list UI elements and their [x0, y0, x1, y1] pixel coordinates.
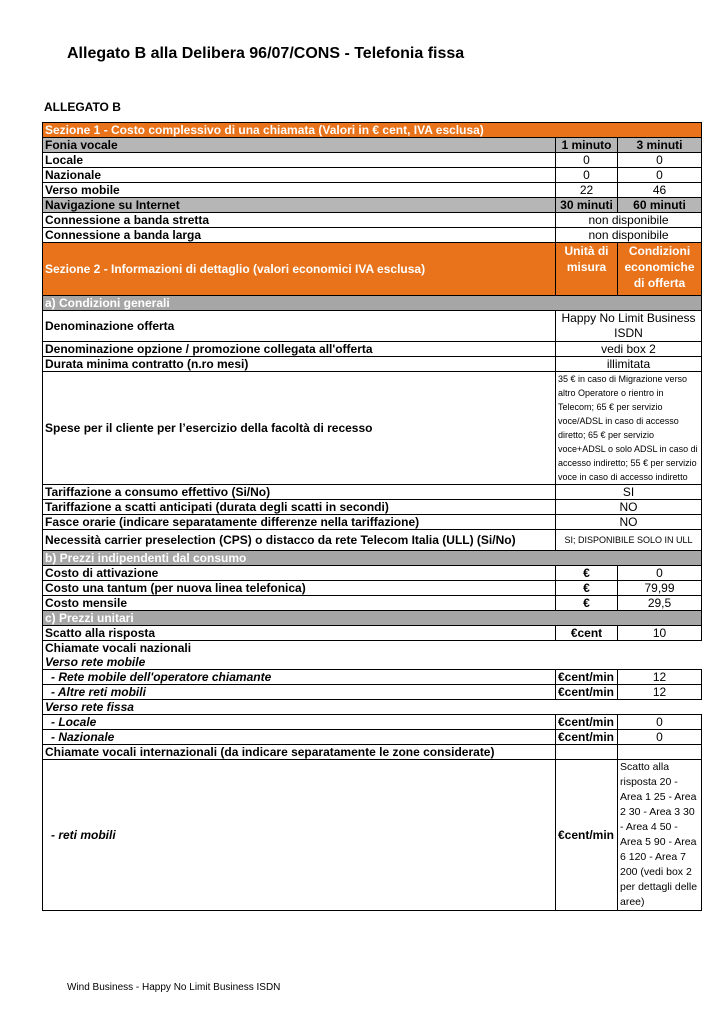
durata-value: illimitata [556, 357, 702, 372]
banda-stretta-value: non disponibile [556, 213, 702, 228]
row-value-1: 0 [556, 168, 618, 183]
recesso-value: 35 € in caso di Migrazione verso altro Operatore o rientro in Telecom; 65 € per servizio voce/ADSL in caso di accesso diretto; 65 € per servizio voce+ADSL o solo ADSL in caso di accesso indiretto; 55 € per servizio voce in caso di accesso indiretto [556, 372, 702, 485]
table-row [43, 153, 702, 168]
fonia-label: Fonia vocale [43, 138, 556, 153]
navigazione-col2: 60 minuti [618, 198, 702, 213]
table-row [43, 357, 702, 372]
banda-stretta-label: Connessione a banda stretta [43, 213, 556, 228]
mensile-value: 29,5 [618, 596, 702, 611]
condizioni-generali-row [43, 296, 702, 311]
table-row [43, 342, 702, 357]
una-tantum-unit: € [556, 581, 618, 596]
locale-value: 0 [618, 715, 702, 730]
recesso-label: Spese per il cliente per l’esercizio della facoltà di recesso [43, 372, 556, 485]
prezzi-indipendenti-row [43, 551, 702, 566]
tariffazione-consumo-label: Tariffazione a consumo effettivo (Si/No) [43, 485, 556, 500]
navigazione-col1: 30 minuti [556, 198, 618, 213]
nazionali-label: Chiamate vocali nazionali [43, 641, 556, 656]
nazionale-value: 0 [618, 730, 702, 745]
table-row [43, 485, 702, 500]
mensile-unit: € [556, 596, 618, 611]
table-row [43, 670, 702, 685]
scatto-unit: €cent [556, 626, 618, 641]
row-label: Locale [43, 153, 556, 168]
reti-mobili-unit: €cent/min [556, 760, 618, 911]
table-row [43, 655, 702, 670]
cps-value: SI; DISPONIBILE SOLO IN ULL [556, 530, 702, 551]
table-row [43, 581, 702, 596]
prezzi-indipendenti-header: b) Prezzi indipendenti dal consumo [43, 551, 702, 566]
durata-label: Durata minima contratto (n.ro mesi) [43, 357, 556, 372]
banda-larga-value: non disponibile [556, 228, 702, 243]
scatto-label: Scatto alla risposta [43, 626, 556, 641]
fonia-col2: 3 minuti [618, 138, 702, 153]
table-row [43, 745, 702, 760]
scatto-value: 10 [618, 626, 702, 641]
denominazione-label: Denominazione offerta [43, 311, 556, 342]
tariffazione-consumo-value: SI [556, 485, 702, 500]
banda-larga-label: Connessione a banda larga [43, 228, 556, 243]
fonia-col1: 1 minuto [556, 138, 618, 153]
row-value-2: 46 [618, 183, 702, 198]
table-row [43, 311, 702, 342]
nazionale-label: - Nazionale [43, 730, 556, 745]
table-row [43, 500, 702, 515]
row-value-1: 22 [556, 183, 618, 198]
row-value-1: 0 [556, 153, 618, 168]
table-row [43, 760, 702, 911]
attivazione-unit: € [556, 566, 618, 581]
tariffazione-scatti-value: NO [556, 500, 702, 515]
tariffazione-scatti-label: Tariffazione a scatti anticipati (durata degli scatti in secondi) [43, 500, 556, 515]
table-row [43, 596, 702, 611]
attivazione-label: Costo di attivazione [43, 566, 556, 581]
table-row [43, 372, 702, 485]
condizioni-header: Condizioni economiche di offerta [618, 243, 702, 296]
table-row [43, 213, 702, 228]
opzione-label: Denominazione opzione / promozione collegata all'offerta [43, 342, 556, 357]
locale-unit: €cent/min [556, 715, 618, 730]
table-row [43, 685, 702, 700]
fonia-header-row [43, 138, 702, 153]
rete-operatore-label: - Rete mobile dell'operatore chiamante [43, 670, 556, 685]
reti-mobili-label: - reti mobili [43, 760, 556, 911]
condizioni-generali-header: a) Condizioni generali [43, 296, 702, 311]
table-row [43, 168, 702, 183]
nazionale-unit: €cent/min [556, 730, 618, 745]
section2-header: Sezione 2 - Informazioni di dettaglio (valori economici IVA esclusa) [43, 243, 556, 296]
una-tantum-label: Costo una tantum (per nuova linea telefonica) [43, 581, 556, 596]
table-row [43, 183, 702, 198]
locale-label: - Locale [43, 715, 556, 730]
reti-mobili-value: Scatto alla risposta 20 - Area 1 25 - Area 2 30 - Area 3 30 - Area 4 50 - Area 5 90 - Area 6 120 - Area 7 200 (vedi box 2 per dettagli delle aree) [618, 760, 702, 911]
footer: Wind Business - Happy No Limit Business ISDN [67, 982, 281, 993]
una-tantum-value: 79,99 [618, 581, 702, 596]
table-row [43, 730, 702, 745]
denominazione-value: Happy No Limit Business ISDN [556, 311, 702, 342]
internazionali-label: Chiamate vocali internazionali (da indicare separatamente le zone considerate) [43, 745, 556, 760]
navigazione-label: Navigazione su Internet [43, 198, 556, 213]
attivazione-value: 0 [618, 566, 702, 581]
navigazione-header-row [43, 198, 702, 213]
table-row [43, 566, 702, 581]
fasce-value: NO [556, 515, 702, 530]
prezzi-unitari-row [43, 611, 702, 626]
mensile-label: Costo mensile [43, 596, 556, 611]
table-row [43, 715, 702, 730]
opzione-value: vedi box 2 [556, 342, 702, 357]
section2-header-row [43, 243, 702, 296]
rete-operatore-unit: €cent/min [556, 670, 618, 685]
altre-reti-value: 12 [618, 685, 702, 700]
table-row [43, 626, 702, 641]
row-label: Nazionale [43, 168, 556, 183]
section1-header: Sezione 1 - Costo complessivo di una chiamata (Valori in € cent, IVA esclusa) [43, 123, 702, 138]
row-value-2: 0 [618, 153, 702, 168]
allegato-label: ALLEGATO B [44, 100, 121, 114]
section1-header-row [43, 123, 702, 138]
table-row [43, 641, 702, 656]
verso-fissa-label: Verso rete fissa [43, 700, 556, 715]
fasce-label: Fasce orarie (indicare separatamente differenze nella tariffazione) [43, 515, 556, 530]
table-row [43, 228, 702, 243]
prezzi-unitari-header: c) Prezzi unitari [43, 611, 702, 626]
row-label: Verso mobile [43, 183, 556, 198]
row-value-2: 0 [618, 168, 702, 183]
table-row [43, 700, 702, 715]
altre-reti-label: - Altre reti mobili [43, 685, 556, 700]
cps-label: Necessità carrier preselection (CPS) o distacco da rete Telecom Italia (ULL) (Si/No) [43, 530, 556, 551]
table-row [43, 515, 702, 530]
rete-operatore-value: 12 [618, 670, 702, 685]
document-title: Allegato B alla Delibera 96/07/CONS - Telefonia fissa [67, 45, 465, 62]
allegato-table [42, 122, 702, 911]
altre-reti-unit: €cent/min [556, 685, 618, 700]
table-row [43, 530, 702, 551]
verso-mobile-label: Verso rete mobile [43, 655, 556, 670]
unita-misura-header: Unità di misura [556, 243, 618, 296]
